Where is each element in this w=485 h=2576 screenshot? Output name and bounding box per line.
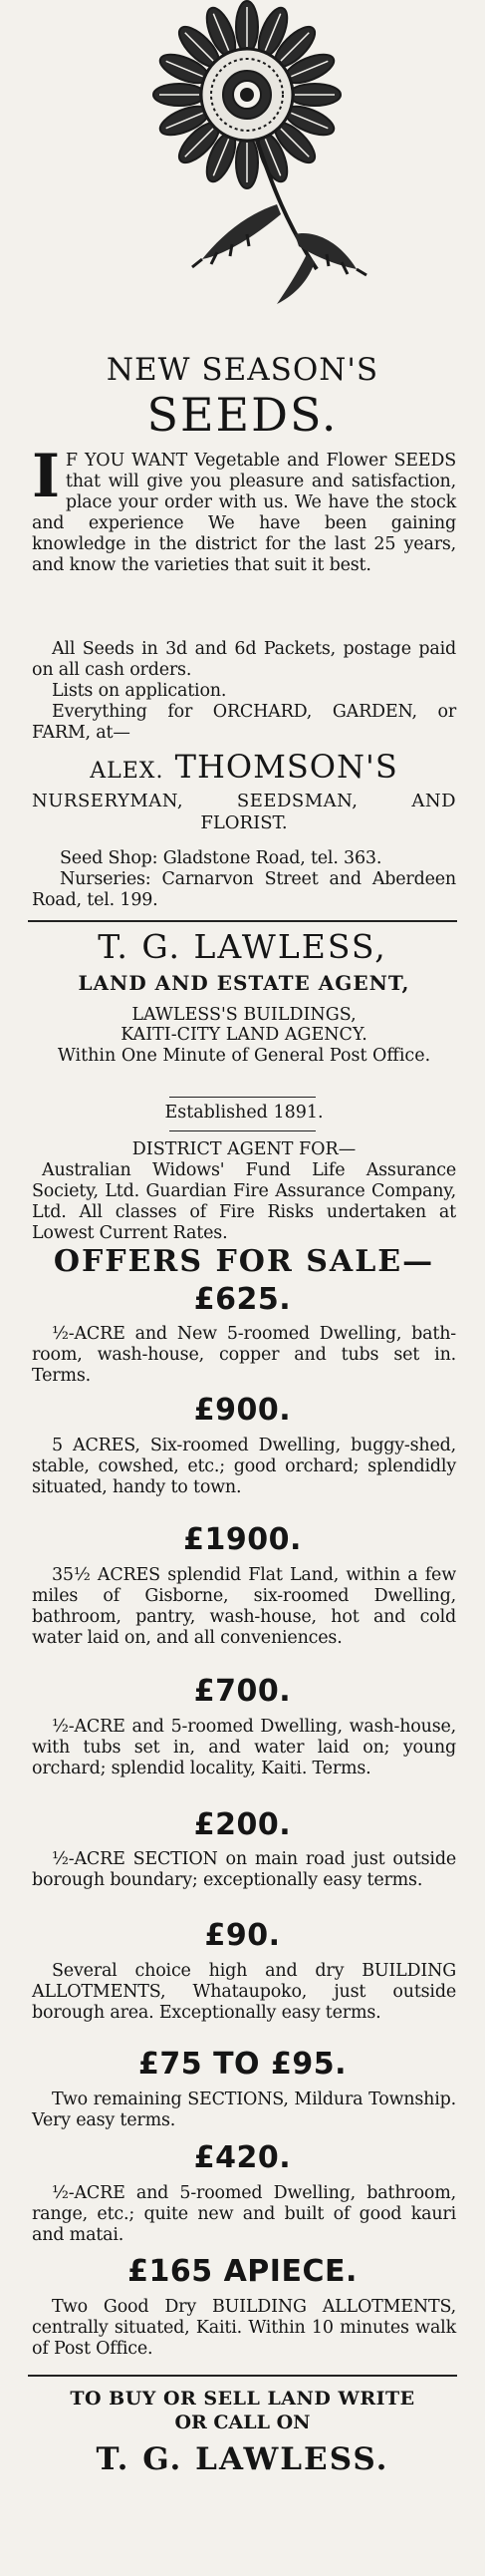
lawless-subtitle: LAND AND ESTATE AGENT, xyxy=(78,971,410,995)
seeds-packets-line: All Seeds in 3d and 6d Packets, postage paid on all cash orders. xyxy=(32,639,456,680)
established-line: Established 1891. xyxy=(164,1103,324,1123)
dropcap: I xyxy=(32,442,60,511)
listing-text: ½-ACRE and 5-roomed Dwelling, wash-house, with tubs set in, and water laid on; young orchard; splendid locality, Kaiti. Terms. xyxy=(32,1717,456,1778)
listing-price: £90. xyxy=(204,1918,281,1953)
buildings-line: LAWLESS'S BUILDINGS, xyxy=(131,1005,357,1025)
offers-for-sale: OFFERS FOR SALE— xyxy=(53,1244,435,1279)
agency-line: KAITI-CITY LAND AGENCY. xyxy=(121,1025,367,1045)
listing-price: £700. xyxy=(193,1674,292,1709)
listing-text: Two remaining SECTIONS, Mildura Township. Very easy terms. xyxy=(32,2090,456,2130)
intro-text: F YOU WANT Vegetable and Flower SEEDS that will give you pleasure and satisfaction, place your order with us. We have the stock and experience We have been gaining knowledge in the district for the last 25 years, and know the varieties that suit it best. xyxy=(32,451,456,575)
headline-new-seasons: NEW SEASON'S xyxy=(106,352,379,388)
divider xyxy=(28,2375,457,2377)
listing-price: £75 TO £95. xyxy=(138,2047,347,2082)
lawless-name: T. G. LAWLESS, xyxy=(98,927,387,966)
listing-text: ½-ACRE and New 5-roomed Dwelling, bath-room, wash-house, copper and tubs set in. Terms. xyxy=(32,1324,456,1386)
everything-line: Everything for ORCHARD, GARDEN, or FARM, at— xyxy=(32,702,456,743)
headline-seeds: SEEDS. xyxy=(146,388,339,442)
listing-price: £625. xyxy=(193,1282,292,1317)
nurseries-line: Nurseries: Carnarvon Street and Aberdeen Road, tel. 199. xyxy=(32,869,456,910)
listing-price: £1900. xyxy=(183,1522,302,1557)
listing-price: £420. xyxy=(193,2140,292,2175)
name-first: ALEX. xyxy=(90,759,164,784)
seed-shop-line: Seed Shop: Gladstone Road, tel. 363. xyxy=(60,848,382,868)
listing-price: £900. xyxy=(193,1393,292,1428)
thomson-name xyxy=(32,748,456,791)
flower-illustration-icon xyxy=(129,0,378,329)
nursery-intro-paragraph xyxy=(32,442,456,576)
listing-text: 35½ ACRES splendid Flat Land, within a few miles of Gisborne, six-roomed Dwelling, bathroom, pantry, wash-house, hot and cold water laid on, and all conveniences. xyxy=(32,1565,456,1648)
trade-line-2: FLORIST. xyxy=(200,812,288,833)
district-agent-heading: DISTRICT AGENT FOR— xyxy=(131,1139,357,1159)
divider xyxy=(28,920,457,922)
listing-text: Two Good Dry BUILDING ALLOTMENTS, centrally situated, Kaiti. Within 10 minutes walk of Post Office. xyxy=(32,2297,456,2359)
name-last: THOMSON'S xyxy=(174,748,398,786)
listing-text: Several choice high and dry BUILDING ALLOTMENTS, Whataupoko, just outside borough area. Exceptionally easy terms. xyxy=(32,1961,456,2023)
trade-line-1: NURSERYMAN, SEEDSMAN, AND xyxy=(32,791,456,811)
lists-line: Lists on application. xyxy=(52,681,227,701)
listing-price: £165 APIECE. xyxy=(127,2254,358,2289)
agent-paragraph: Australian Widows' Fund Life Assurance Society, Ltd. Guardian Fire Assurance Company, Ltd. All classes of Fire Risks undertaken at Lowest Current Rates. xyxy=(32,1160,456,1243)
closing-line-1: TO BUY OR SELL LAND WRITE xyxy=(70,2388,415,2410)
short-divider xyxy=(169,1097,316,1098)
closing-name: T. G. LAWLESS. xyxy=(96,2441,389,2477)
listing-text: 5 ACRES, Six-roomed Dwelling, buggy-shed, stable, cowshed, etc.; good orchard; splendidly situated, handy to town. xyxy=(32,1436,456,1497)
closing-line-2: OR CALL ON xyxy=(174,2412,311,2433)
listing-price: £200. xyxy=(193,1807,292,1842)
listing-text: ½-ACRE SECTION on main road just outside borough boundary; exceptionally easy terms. xyxy=(32,1849,456,1890)
short-divider-2 xyxy=(169,1130,316,1131)
location-line: Within One Minute of General Post Office. xyxy=(57,1046,431,1066)
listing-text: ½-ACRE and 5-roomed Dwelling, bathroom, range, etc.; quite new and built of good kauri and matai. xyxy=(32,2183,456,2245)
